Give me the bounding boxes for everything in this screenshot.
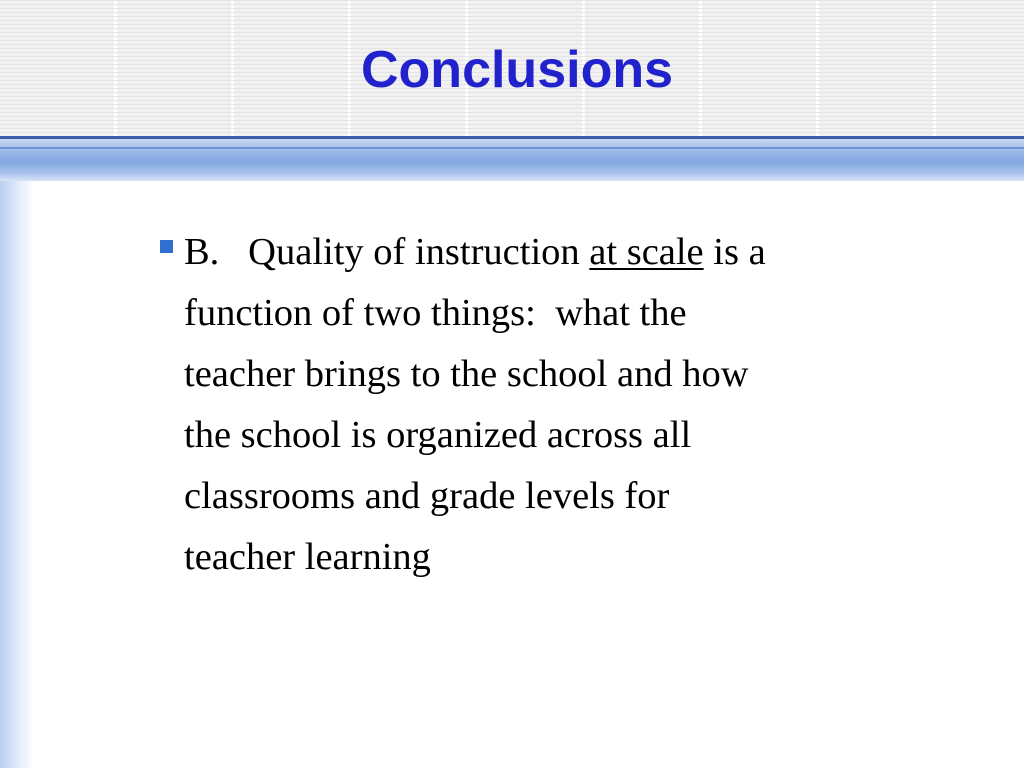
header-blue-bar [0, 139, 1024, 181]
left-edge-gradient [0, 181, 34, 768]
bullet-line-5: classrooms and grade levels for [184, 475, 670, 517]
bullet-text [184, 222, 974, 588]
bullet-line-3: teacher brings to the school and how [184, 353, 749, 395]
slide-title: Conclusions [360, 41, 674, 99]
bullet-line-2: function of two things: what the [184, 292, 687, 334]
bullet-line-1-start: B. Quality of instruction [184, 231, 590, 273]
emphasis-at-scale: at scale [589, 231, 704, 273]
square-bullet-icon [160, 240, 173, 253]
bullet-line-4: the school is organized across all [184, 414, 692, 456]
bullet-line-1-end: is a [703, 231, 766, 273]
bullet-line-1 [184, 222, 974, 283]
bullet-line-6: teacher learning [184, 536, 431, 578]
